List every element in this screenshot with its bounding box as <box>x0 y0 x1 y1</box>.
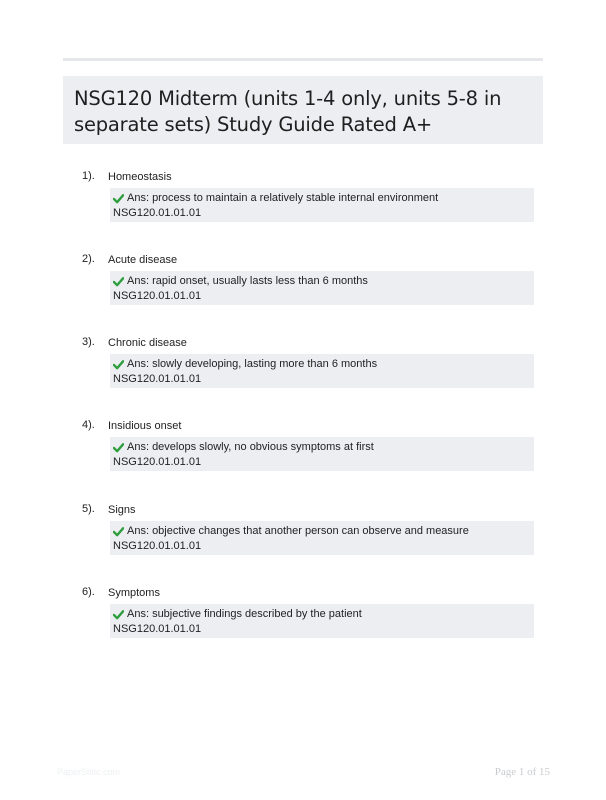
question-text: Acute disease <box>108 254 178 266</box>
question-number: 5). <box>82 503 95 515</box>
answer-code: NSG120.01.01.01 <box>113 456 202 468</box>
top-divider <box>63 58 543 61</box>
question-text: Insidious onset <box>108 420 182 432</box>
question-number: 6). <box>82 586 95 598</box>
question-text: Chronic disease <box>108 337 187 349</box>
answer-box <box>110 188 534 222</box>
answer-text: Ans: develops slowly, no obvious symptoms at first <box>127 441 374 453</box>
question-text: Symptoms <box>108 587 160 599</box>
question-number: 4). <box>82 419 95 431</box>
question-text: Homeostasis <box>108 171 172 183</box>
watermark: PaperStitic.com <box>57 767 121 777</box>
answer-box <box>110 521 534 555</box>
check-icon <box>113 526 124 537</box>
title-banner <box>63 76 543 144</box>
page-title: NSG120 Midterm (units 1-4 only, units 5-8 in separate sets) Study Guide Rated A+ <box>74 87 502 136</box>
question-number: 2). <box>82 253 95 265</box>
answer-code: NSG120.01.01.01 <box>113 540 202 552</box>
question-number: 1). <box>82 170 95 182</box>
check-icon <box>113 442 124 453</box>
answer-box <box>110 437 534 471</box>
answer-box <box>110 604 534 638</box>
question-number: 3). <box>82 336 95 348</box>
answer-code: NSG120.01.01.01 <box>113 623 202 635</box>
answer-box <box>110 354 534 388</box>
check-icon <box>113 359 124 370</box>
answer-text: Ans: subjective findings described by the patient <box>127 608 362 620</box>
check-icon <box>113 193 124 204</box>
answer-code: NSG120.01.01.01 <box>113 373 202 385</box>
answer-code: NSG120.01.01.01 <box>113 290 202 302</box>
answer-code: NSG120.01.01.01 <box>113 207 202 219</box>
check-icon <box>113 609 124 620</box>
answer-text: Ans: process to maintain a relatively stable internal environment <box>127 192 439 204</box>
check-icon <box>113 276 124 287</box>
page-number: Page 1 of 15 <box>494 766 550 778</box>
answer-text: Ans: rapid onset, usually lasts less than 6 months <box>127 275 368 287</box>
answer-text: Ans: slowly developing, lasting more than 6 months <box>127 358 378 370</box>
question-text: Signs <box>108 504 136 516</box>
answer-box <box>110 271 534 305</box>
answer-text: Ans: objective changes that another person can observe and measure <box>127 525 469 537</box>
